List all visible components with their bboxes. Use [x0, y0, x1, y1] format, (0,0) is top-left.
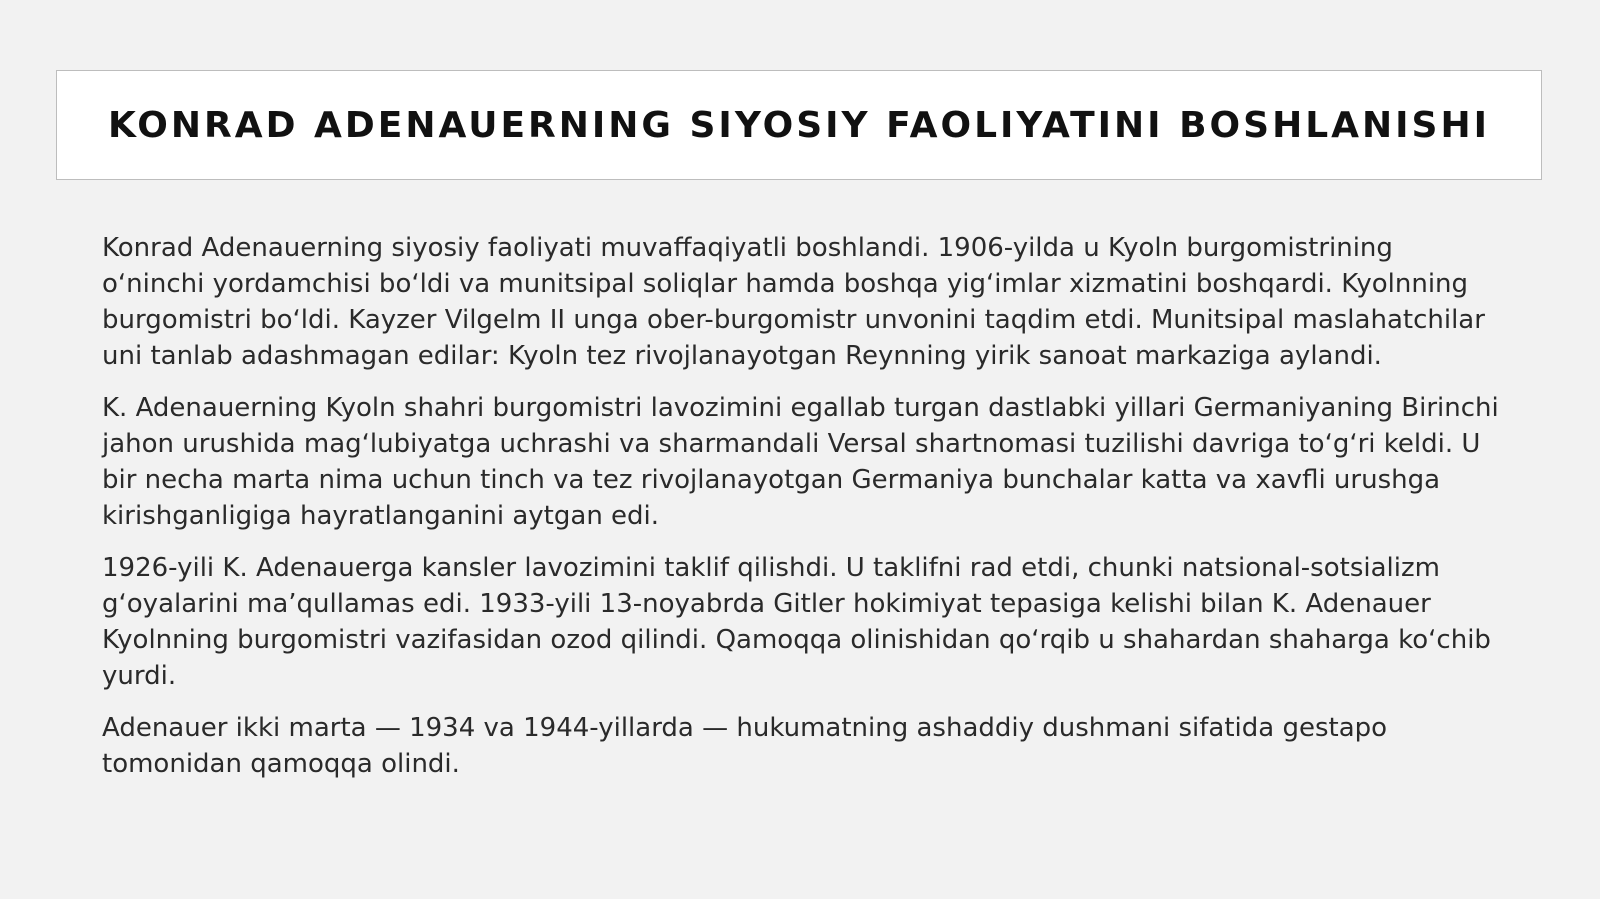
paragraph-3: 1926-yili K. Adenauerga kansler lavozimini taklif qilishdi. U taklifni rad etdi, chunki natsional-sotsializm gʻoyalarini maʼqullamas edi. 1933-yili 13-noyabrda Gitler hokimiyat tepasiga kelishi bilan K. Adenauer Kyolnning burgomistri vazifasidan ozod qilindi. Qamoqqa olinishidan qoʻrqib u shahardan shaharga koʻchib yurdi.	[102, 553, 1491, 691]
slide-body	[102, 230, 1502, 798]
slide-title: KONRAD ADENAUERNING SIYOSIY FAOLIYATINI BOSHLANISHI	[108, 104, 1490, 146]
paragraph-1: Konrad Adenauerning siyosiy faoliyati muvaffaqiyatli boshlandi. 1906-yilda u Kyoln burgomistrining oʻninchi yordamchisi boʻldi va munitsipal soliqlar hamda boshqa yigʻimlar xizmatini boshqardi. Kyolnning burgomistri boʻldi. Kayzer Vilgelm II unga ober-burgomistr unvonini taqdim etdi. Munitsipal maslahatchilar uni tanlab adashmagan edilar: Kyoln tez rivojlanayotgan Reynning yirik sanoat markaziga aylandi.	[102, 233, 1485, 371]
title-box	[56, 70, 1542, 180]
paragraph-2: K. Adenauerning Kyoln shahri burgomistri lavozimini egallab turgan dastlabki yillari Germaniyaning Birinchi jahon urushida magʻlubiyatga uchrashi va sharmandali Versal shartnomasi tuzilishi davriga toʻgʻri keldi. U bir necha marta nima uchun tinch va tez rivojlanayotgan Germaniya bunchalar katta va xavfli urushga kirishganligiga hayratlanganini aytgan edi.	[102, 393, 1499, 531]
paragraph-4: Adenauer ikki marta — 1934 va 1944-yillarda — hukumatning ashaddiy dushmani sifatida gestapo tomonidan qamoqqa olindi.	[102, 713, 1388, 779]
